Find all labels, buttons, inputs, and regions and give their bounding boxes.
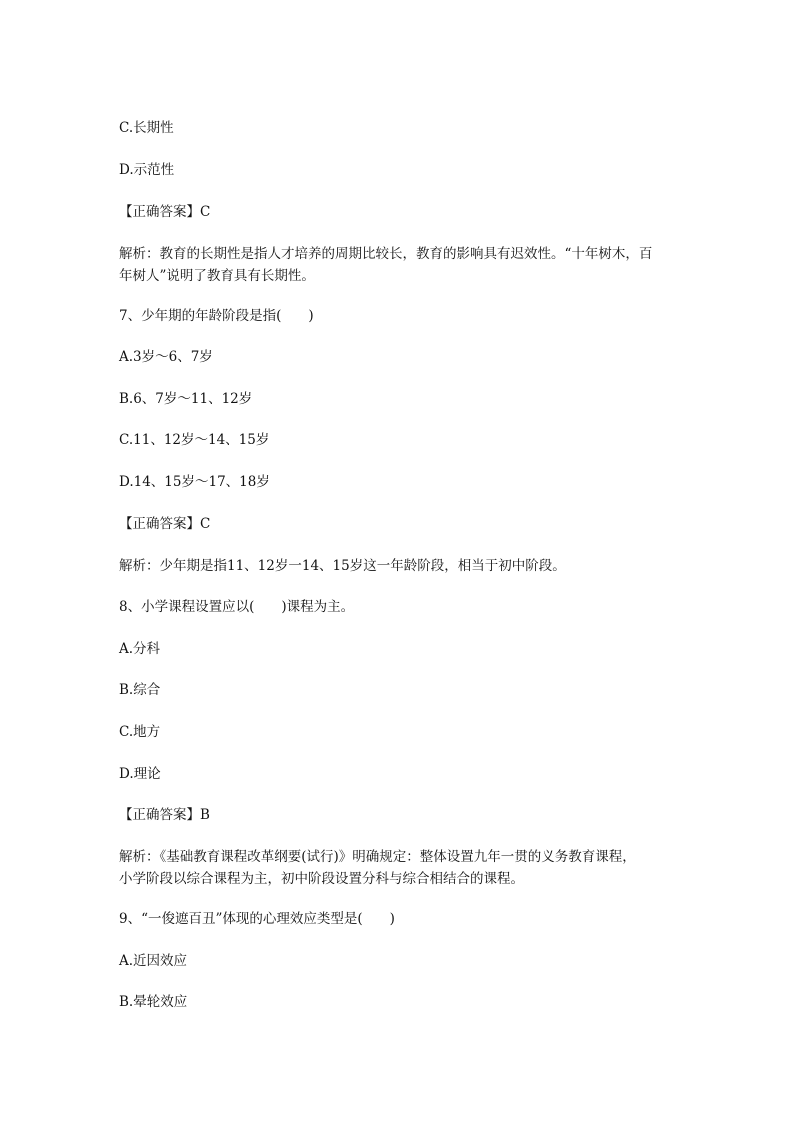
q7-answer: 【正确答案】C [119, 516, 211, 532]
q6-option-c: C.长期性 [119, 120, 174, 136]
q9-question: 9、“一俊遮百丑”体现的心理效应类型是( ) [119, 911, 395, 927]
q8-option-a: A.分科 [119, 641, 161, 657]
q7-option-a: A.3岁～6、7岁 [119, 349, 213, 365]
q6-answer: 【正确答案】C [119, 204, 211, 220]
q8-answer: 【正确答案】B [119, 807, 210, 823]
q8-option-d: D.理论 [119, 766, 161, 782]
q8-option-c: C.地方 [119, 724, 161, 740]
q6-analysis-line2: 年树人”说明了教育具有长期性。 [119, 268, 315, 284]
q8-analysis-line2: 小学阶段以综合课程为主，初中阶段设置分科与综合相结合的课程。 [119, 871, 524, 887]
q7-option-d: D.14、15岁～17、18岁 [119, 474, 270, 490]
q7-option-b: B.6、7岁～11、12岁 [119, 391, 253, 407]
q8-question: 8、小学课程设置应以( )课程为主。 [119, 599, 355, 615]
q6-option-d: D.示范性 [119, 162, 175, 178]
q8-analysis-line1: 解析：《基础教育课程改革纲要(试行)》明确规定：整体设置九年一贯的义务教育课程， [119, 849, 636, 865]
q7-option-c: C.11、12岁～14、15岁 [119, 432, 270, 448]
q8-option-b: B.综合 [119, 682, 161, 698]
q7-question: 7、少年期的年龄阶段是指( ) [119, 308, 314, 324]
q9-option-a: A.近因效应 [119, 953, 188, 969]
q7-analysis: 解析：少年期是指11、12岁一14、15岁这一年龄阶段，相当于初中阶段。 [119, 558, 566, 574]
q6-analysis-line1: 解析：教育的长期性是指人才培养的周期比较长，教育的影响具有迟效性。“十年树木，百 [119, 246, 653, 262]
document-page [119, 0, 679, 1123]
q9-option-b: B.晕轮效应 [119, 994, 188, 1010]
